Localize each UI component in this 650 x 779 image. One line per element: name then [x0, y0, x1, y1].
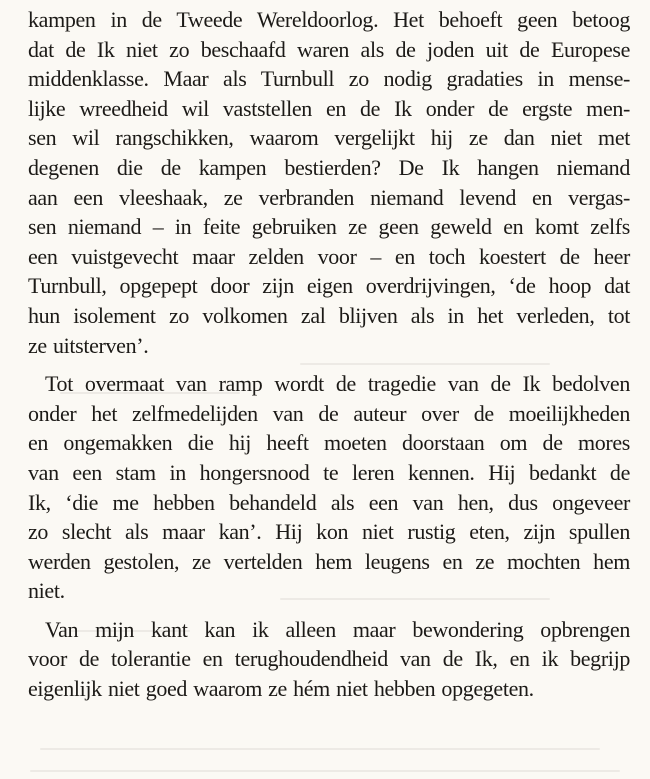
- text-line: hun isolement zo volkomen zal blijven als in het verleden, tot: [28, 302, 630, 328]
- text-line: sen niemand – in feite gebruiken ze geen geweld en komt zelfs: [28, 214, 630, 240]
- text-line: dat de Ik niet zo beschaafd waren als de joden uit de Europese: [28, 36, 630, 62]
- text-line: Ik, ‘die me hebben behandeld als een van hen, dus ongeveer: [28, 489, 630, 515]
- text-line: een vuistgevecht maar zelden voor – en toch koestert de heer: [28, 243, 630, 269]
- text-line: onder het zelfmedelijden van de auteur over de moeilijkheden: [28, 400, 630, 426]
- text-line: kampen in de Tweede Wereldoorlog. Het behoeft geen betoog: [28, 7, 630, 32]
- text-line: en ongemakken die hij heeft moeten doorstaan om de mores: [28, 430, 630, 456]
- text-line: lijke wreedheid wil vaststellen en de Ik onder de ergste men-: [28, 95, 630, 121]
- text-line: middenklasse. Maar als Turnbull zo nodig gradaties in mense-: [28, 66, 630, 92]
- text-line: sen wil rangschikken, waarom vergelijkt hij ze dan niet met: [28, 125, 630, 151]
- text-line: voor de tolerantie en terughoudendheid van de Ik, en ik begrijp: [28, 646, 630, 672]
- text-line: zo slecht als maar kan’. Hij kon niet rustig eten, zijn spullen: [28, 519, 630, 545]
- text-line: degenen die de kampen bestierden? De Ik hangen niemand: [28, 154, 630, 180]
- paragraph-3: [28, 615, 630, 704]
- paragraph-1: [28, 5, 630, 360]
- text-line: Turnbull, opgepept door zijn eigen overdrijvingen, ‘de hoop dat: [28, 273, 630, 299]
- text-line: werden gestolen, ze vertelden hem leugens en ze mochten hem: [28, 548, 630, 574]
- text-line: Tot overmaat van ramp wordt de tragedie van de Ik bedolven: [45, 371, 630, 397]
- text-line: ze uitsterven’.: [28, 332, 149, 358]
- text-line: niet.: [28, 578, 65, 604]
- text-line: Van mijn kant kan ik alleen maar bewondering opbrengen: [45, 616, 630, 642]
- body-text: [28, 5, 630, 704]
- text-line: aan een vleeshaak, ze verbranden niemand levend en vergas-: [28, 184, 630, 210]
- paragraph-2: [28, 369, 630, 606]
- text-line: eigenlijk niet goed waarom ze hém niet hebben opgegeten.: [28, 676, 534, 702]
- text-line: van een stam in hongersnood te leren kennen. Hij bedankt de: [28, 459, 630, 485]
